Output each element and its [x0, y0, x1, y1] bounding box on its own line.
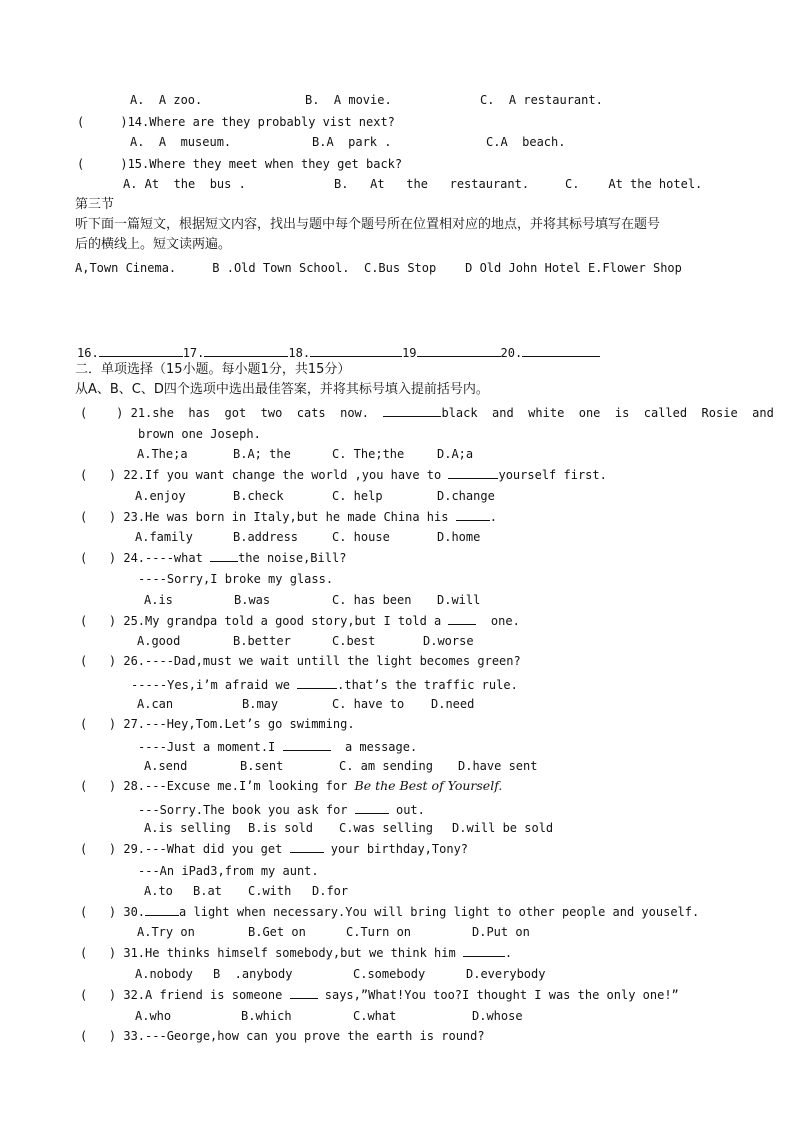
q30-option-d: D.Put on — [472, 925, 530, 939]
q14-option-b: B.A park . — [312, 135, 392, 149]
question-text: 15.Where they meet when they get back? — [127, 157, 403, 171]
q28-stem — [80, 778, 502, 794]
q21-continuation: brown one Joseph. — [138, 427, 261, 441]
blank-label-20: 20. — [500, 346, 523, 360]
q22-option-d: D.change — [437, 489, 495, 503]
q21-option-d: D.A;a — [437, 447, 474, 461]
question-text: 31.He thinks himself somebody,but we think him — [123, 946, 463, 960]
q13-option-c: C. A restaurant. — [480, 93, 603, 107]
q26-option-d: D.need — [431, 697, 475, 711]
q13-option-a: A. A zoo. — [130, 93, 203, 107]
continuation-text: ---Sorry.The book you ask for — [138, 803, 355, 817]
continuation-text-after: out. — [388, 803, 425, 817]
q28-option-b: B.is sold — [248, 821, 314, 835]
answer-paren[interactable]: ( ) — [80, 988, 117, 1002]
question-text-after: the noise,Bill? — [238, 551, 347, 565]
question-blank[interactable] — [145, 903, 179, 916]
q22-option-a: A.enjoy — [135, 489, 186, 503]
answer-paren[interactable]: ( ) — [80, 551, 117, 565]
q26-option-c: C. have to — [332, 697, 405, 711]
q28-option-a: A.is selling — [144, 821, 231, 835]
question-blank[interactable] — [283, 738, 331, 751]
blank-16[interactable] — [99, 344, 183, 357]
q31-option-b: B .anybody — [213, 967, 293, 981]
question-text: 28.---Excuse me.I’m looking for — [123, 779, 355, 793]
answer-paren[interactable]: ( ) — [80, 614, 117, 628]
q23-option-d: D.home — [437, 530, 481, 544]
q29-option-b: B.at — [193, 884, 222, 898]
question-text: 26.----Dad,must we wait untill the light becomes green? — [123, 654, 521, 668]
section3-places: A,Town Cinema. B .Old Town School. C.Bus Stop D Old John Hotel E.Flower Shop — [75, 261, 682, 275]
blank-label-18: 18. — [288, 346, 311, 360]
q14-option-a: A. A museum. — [130, 135, 232, 149]
q21-option-a: A.The;a — [137, 447, 188, 461]
question-blank[interactable] — [297, 676, 337, 689]
q27-continuation — [138, 738, 417, 755]
q24-stem — [80, 549, 346, 566]
q15-option-b: B. At the restaurant. — [334, 177, 530, 191]
q27-stem — [80, 716, 355, 732]
q32-stem — [80, 986, 679, 1003]
answer-paren[interactable]: ( ) — [80, 1029, 117, 1043]
question-text: 22.If you want change the world ,you have to — [123, 468, 449, 482]
answer-paren[interactable]: ( ) — [80, 654, 117, 668]
part2-instruction: 从A、B、C、D四个选项中选出最佳答案，并将其标号填入提前括号内。 — [75, 382, 489, 397]
question-blank[interactable] — [456, 508, 490, 521]
question-text: 27.---Hey,Tom.Let’s go swimming. — [123, 717, 355, 731]
q15-option-a: A. At the bus . — [123, 177, 246, 191]
answer-paren[interactable]: ( ) — [80, 946, 117, 960]
blank-20[interactable] — [522, 344, 600, 357]
question-text: 21.she has got two cats now. — [130, 406, 384, 420]
q29-option-d: D.for — [312, 884, 349, 898]
q30-stem — [80, 903, 699, 920]
q32-option-b: B.which — [241, 1009, 292, 1023]
q21-option-b: B.A; the — [233, 447, 291, 461]
blank-label-17: 17. — [182, 346, 205, 360]
q26-option-a: A.can — [137, 697, 174, 711]
continuation-text-after: a message. — [330, 740, 418, 754]
q27-option-a: A.send — [144, 759, 188, 773]
q24-continuation: ----Sorry,I broke my glass. — [138, 572, 334, 586]
question-text-after: says,”What!You too?I thought I was the only one!” — [317, 988, 679, 1002]
question-blank[interactable] — [210, 549, 238, 562]
q15-stem — [77, 156, 402, 172]
question-text-after: . — [504, 946, 513, 960]
question-text-after: a light when necessary.You will bring light to other people and youself. — [179, 905, 700, 919]
answer-paren[interactable]: ( ) — [80, 842, 117, 856]
q29-option-c: C.with — [248, 884, 292, 898]
section3-instruction-2: 后的横线上。短文读两遍。 — [75, 237, 232, 252]
part2-title: 二．单项选择（15小题。每小题1分，共15分） — [75, 362, 351, 377]
q30-option-b: B.Get on — [248, 925, 306, 939]
answer-paren[interactable]: ( ) — [80, 406, 124, 420]
blank-label-19: 19 — [402, 346, 417, 360]
q31-option-c: C.somebody — [353, 967, 426, 981]
question-text: 33.---George,how can you prove the earth is round? — [123, 1029, 485, 1043]
question-text: 30. — [123, 905, 146, 919]
question-text: 25.My grandpa told a good story,but I told a — [123, 614, 449, 628]
section3-title: 第三节 — [75, 197, 115, 212]
q24-option-b: B.was — [234, 593, 271, 607]
question-text: 23.He was born in Italy,but he made China his — [123, 510, 456, 524]
question-text: 32.A friend is someone — [123, 988, 290, 1002]
q32-option-c: C.what — [353, 1009, 397, 1023]
q25-option-c: C.best — [332, 634, 376, 648]
q28-continuation — [138, 801, 425, 818]
question-blank[interactable] — [448, 466, 498, 479]
question-text: 14.Where are they probably vist next? — [127, 115, 395, 129]
answer-paren[interactable]: ( ) — [80, 905, 117, 919]
question-text-after: your birthday,Tony? — [323, 842, 469, 856]
q31-option-a: A.nobody — [135, 967, 193, 981]
q33-stem — [80, 1028, 485, 1044]
q26-stem — [80, 653, 521, 669]
q29-option-a: A.to — [144, 884, 173, 898]
question-text-after: yourself first. — [498, 468, 607, 482]
q28-option-d: D.will be sold — [452, 821, 554, 835]
q29-continuation: ---An iPad3,from my aunt. — [138, 864, 319, 878]
question-blank[interactable] — [290, 840, 324, 853]
blank-19[interactable] — [417, 344, 501, 357]
q24-option-c: C. has been — [332, 593, 412, 607]
q32-option-d: D.whose — [472, 1009, 523, 1023]
question-text-after: black and white one is called Rosie and — [441, 406, 774, 420]
q30-option-c: C.Turn on — [346, 925, 412, 939]
continuation-text-after: .that’s the traffic rule. — [337, 678, 518, 692]
q32-option-a: A.who — [135, 1009, 172, 1023]
q31-stem — [80, 944, 512, 961]
q15-option-c: C. At the hotel. — [565, 177, 703, 191]
q22-option-b: B.check — [233, 489, 284, 503]
question-blank[interactable] — [290, 986, 318, 999]
q22-stem — [80, 466, 607, 483]
q26-option-b: B.may — [242, 697, 279, 711]
continuation-text: -----Yes,i’m afraid we — [131, 678, 298, 692]
q29-stem — [80, 840, 468, 857]
q28-option-c: C.was selling — [339, 821, 433, 835]
q30-option-a: A.Try on — [137, 925, 195, 939]
blank-17[interactable] — [204, 344, 288, 357]
q27-option-b: B.sent — [240, 759, 284, 773]
answer-paren[interactable]: ( ) — [80, 717, 117, 731]
q21-option-c: C. The;the — [332, 447, 405, 461]
q14-stem — [77, 114, 395, 130]
q24-option-a: A.is — [144, 593, 173, 607]
question-blank[interactable] — [355, 801, 389, 814]
q23-option-a: A.family — [135, 530, 193, 544]
continuation-text: ----Just a moment.I — [138, 740, 283, 754]
q23-option-c: C. house — [332, 530, 390, 544]
answer-paren[interactable]: ( ) — [77, 157, 128, 171]
q25-stem — [80, 612, 520, 629]
q23-option-b: B.address — [233, 530, 299, 544]
blank-18[interactable] — [310, 344, 402, 357]
question-blank[interactable] — [448, 612, 476, 625]
answer-paren[interactable]: ( ) — [80, 779, 117, 793]
q23-stem — [80, 508, 497, 525]
answer-paren[interactable]: ( ) — [80, 468, 117, 482]
q27-option-d: D.have sent — [458, 759, 538, 773]
question-text: 24.----what — [123, 551, 211, 565]
q24-option-d: D.will — [437, 593, 481, 607]
book-title: Be the Best of Yourself. — [354, 778, 503, 793]
q14-option-c: C.A beach. — [486, 135, 566, 149]
q21-stem — [80, 404, 774, 421]
answer-paren[interactable]: ( ) — [77, 115, 128, 129]
q26-continuation — [131, 676, 518, 693]
q13-option-b: B. A movie. — [305, 93, 392, 107]
blank-label-16: 16. — [77, 346, 99, 360]
question-blank[interactable] — [383, 404, 441, 417]
q27-option-c: C. am sending — [339, 759, 433, 773]
answer-blanks-row — [77, 344, 600, 361]
section3-instruction-1: 听下面一篇短文，根据短文内容，找出与题中每个题号所在位置相对应的地点，并将其标号填写在题号 — [75, 217, 661, 232]
question-blank[interactable] — [463, 944, 505, 957]
question-text: 29.---What did you get — [123, 842, 290, 856]
question-text-after: one. — [476, 614, 520, 628]
q25-option-d: D.worse — [423, 634, 474, 648]
q25-option-a: A.good — [137, 634, 181, 648]
q22-option-c: C. help — [332, 489, 383, 503]
answer-paren[interactable]: ( ) — [80, 510, 117, 524]
q31-option-d: D.everybody — [466, 967, 546, 981]
question-text-after: . — [489, 510, 497, 524]
q25-option-b: B.better — [233, 634, 291, 648]
